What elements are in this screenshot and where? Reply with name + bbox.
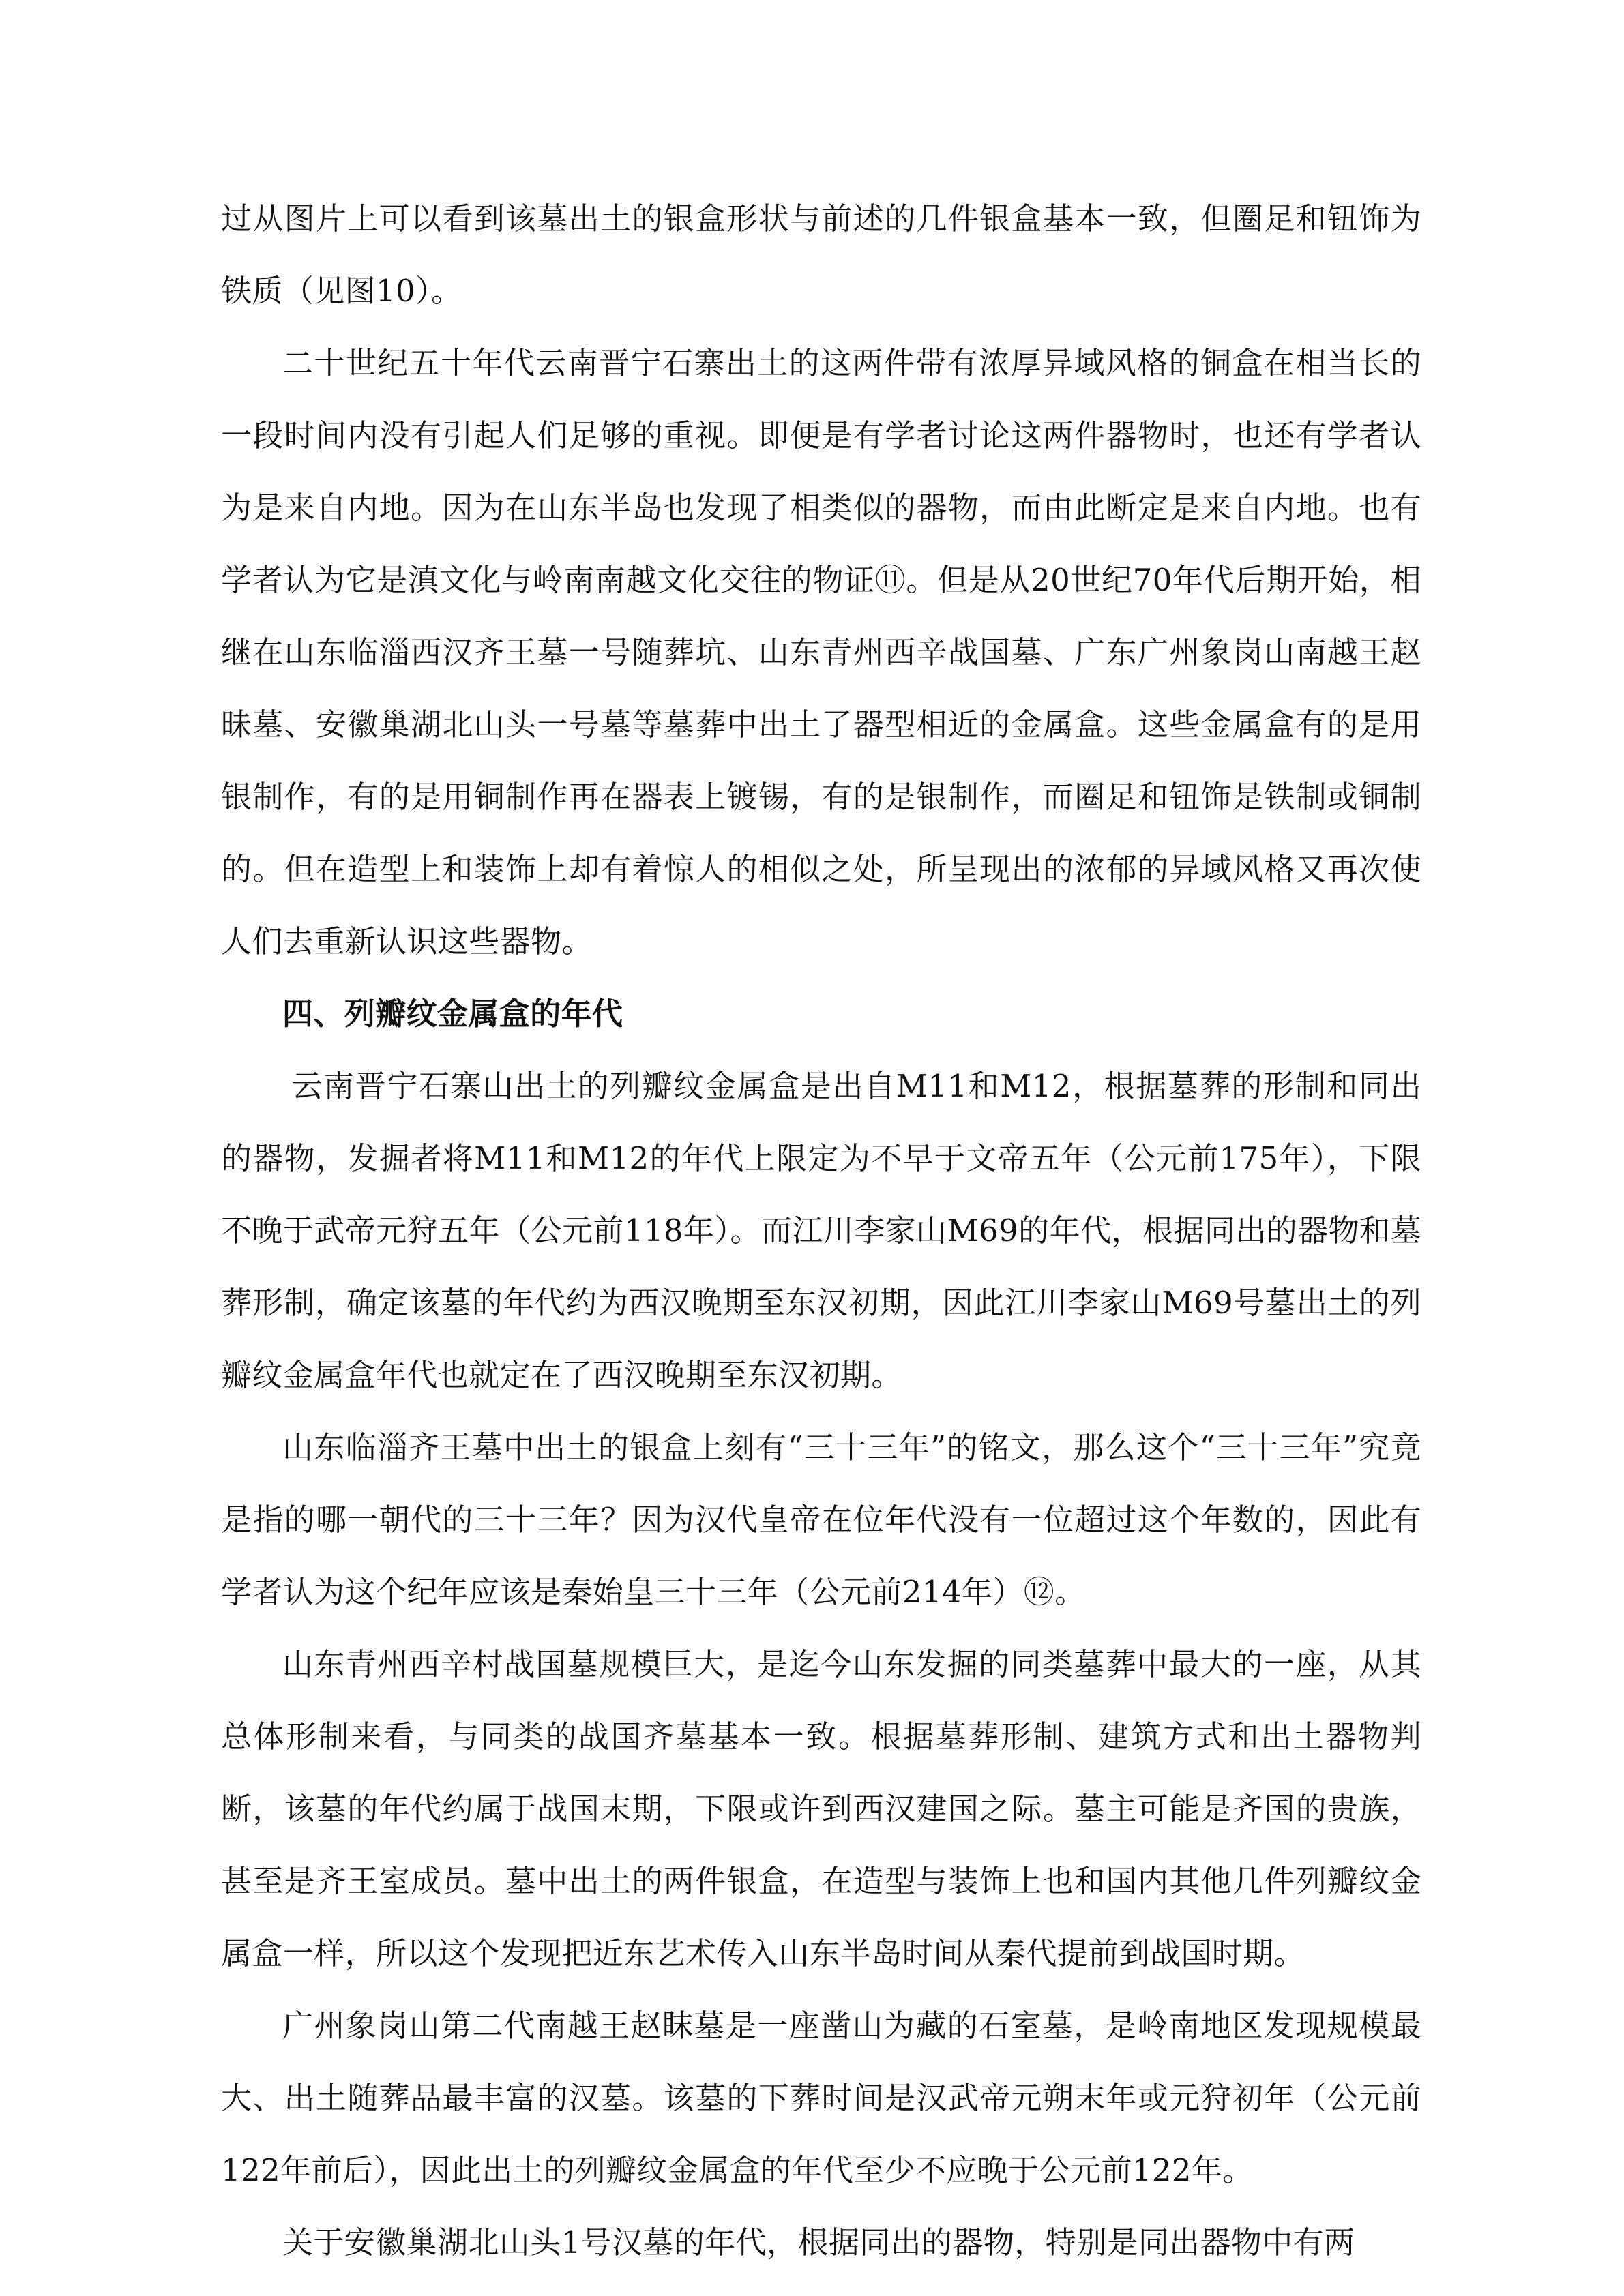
- paragraph-4: 山东临淄齐王墓中出土的银盒上刻有“三十三年”的铭文，那么这个“三十三年”究竟是指的哪一朝代的三十三年？因为汉代皇帝在位年代没有一位超过这个年数的，因此有学者认为这个纪年应该是秦始皇三十三年（公元前214年）⑫。: [221, 1429, 1421, 1610]
- body-text: [221, 183, 1421, 2279]
- paragraph-1: 过从图片上可以看到该墓出土的银盒形状与前述的几件银盒基本一致，但圈足和钮饰为铁质（见图10）。: [221, 200, 1421, 309]
- paragraph-6: 广州象岗山第二代南越王赵眜墓是一座凿山为藏的石室墓，是岭南地区发现规模最大、出土随葬品最丰富的汉墓。该墓的下葬时间是汉武帝元朔末年或元狩初年（公元前122年前后），因此出土的列瓣纹金属盒的年代至少不应晚于公元前122年。: [221, 2008, 1421, 2188]
- paragraph-2: 二十世纪五十年代云南晋宁石寨出土的这两件带有浓厚异域风格的铜盒在相当长的一段时间内没有引起人们足够的重视。即便是有学者讨论这两件器物时，也还有学者认为是来自内地。因为在山东半岛也发现了相类似的器物，而由此断定是来自内地。也有学者认为它是滇文化与岭南南越文化交往的物证⑪。但是从20世纪70年代后期开始，相继在山东临淄西汉齐王墓一号随葬坑、山东青州西辛战国墓、广东广州象岗山南越王赵昧墓、安徽巢湖北山头一号墓等墓葬中出土了器型相近的金属盒。这些金属盒有的是用银制作，有的是用铜制作再在器表上镀锡，有的是银制作，而圈足和钮饰是铁制或铜制的。但在造型上和装饰上却有着惊人的相似之处，所呈现出的浓郁的异域风格又再次使人们去重新认识这些器物。: [221, 345, 1421, 959]
- paragraph-7: 关于安徽巢湖北山头1号汉墓的年代，根据同出的器物，特别是同出器物中有两: [282, 2224, 1355, 2261]
- section-heading: 四、列瓣纹金属盒的年代: [282, 996, 623, 1032]
- paragraph-5: 山东青州西辛村战国墓规模巨大，是迄今山东发掘的同类墓葬中最大的一座，从其总体形制来看，与同类的战国齐墓基本一致。根据墓葬形制、建筑方式和出土器物判断，该墓的年代约属于战国末期，下限或许到西汉建国之际。墓主可能是齐国的贵族，甚至是齐王室成员。墓中出土的两件银盒，在造型与装饰上也和国内其他几件列瓣纹金属盒一样，所以这个发现把近东艺术传入山东半岛时间从秦代提前到战国时期。: [221, 1646, 1421, 1971]
- paragraph-3: 云南晋宁石寨山出土的列瓣纹金属盒是出自M11和M12，根据墓葬的形制和同出的器物，发掘者将M11和M12的年代上限定为不早于文帝五年（公元前175年），下限不晚于武帝元狩五年（公元前118年）。而江川李家山M69的年代，根据同出的器物和墓葬形制，确定该墓的年代约为西汉晚期至东汉初期，因此江川李家山M69号墓出土的列瓣纹金属盒年代也就定在了西汉晚期至东汉初期。: [221, 1068, 1421, 1393]
